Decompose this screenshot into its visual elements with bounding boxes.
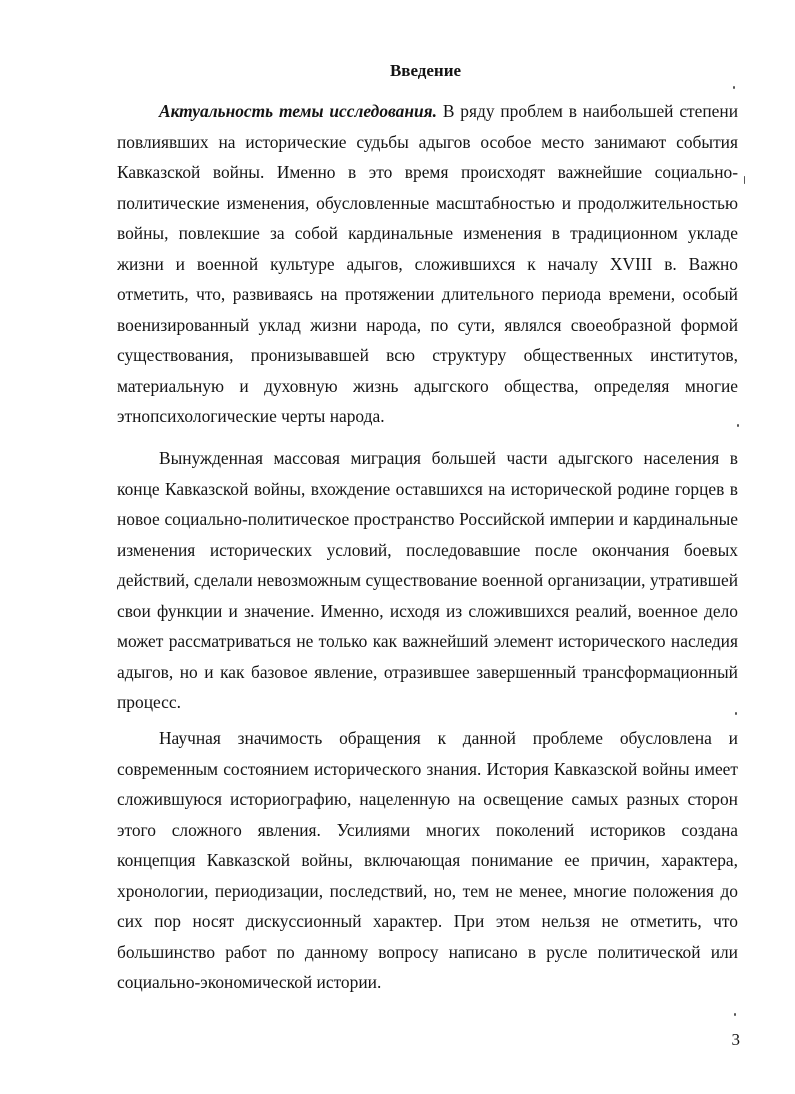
scan-speck: [737, 424, 739, 427]
paragraph-migration: Вынужденная массовая миграция большей части адыгского населения в конце Кавказской войны, вхождение оставшихся на исторической родине горцев в новое социально-политическое пространство Российской империи и кардинальные изменения исторических условий, последовавшие после окончания боевых действий, сделали невозможным существование военной организации, утратившей свои функции и значение. Именно, исходя из сложившихся реалий, военное дело может рассматриваться не только как важнейший элемент исторического наследия адыгов, но и как базовое явление, отразившее завершенный трансформационный процесс.: [117, 448, 738, 712]
scan-speck: [744, 176, 745, 184]
paragraph-relevance: [117, 96, 738, 432]
scan-speck: [735, 712, 737, 715]
section-heading: Введение: [389, 61, 462, 80]
page-number: 3: [731, 1030, 740, 1049]
paragraph-significance: Научная значимость обращения к данной проблеме обусловлена и современным состоянием исторического знания. История Кавказской войны имеет сложившуюся историографию, нацеленную на освещение самых разных сторон этого сложного явления. Усилиями многих поколений историков создана концепция Кавказской войны, включающая понимание ее причин, характера, хронологии, периодизации, последствий, но, тем не менее, многие положения до сих пор носят дискуссионный характер. При этом нельзя не отметить, что большинство работ по данному вопросу написано в русле политической или социально-экономической истории.: [117, 728, 738, 992]
scan-speck: [734, 1013, 736, 1016]
paragraph-body: В ряду проблем в наибольшей степени повлиявших на исторические судьбы адыгов особое место занимают события Кавказской войны. Именно в это время происходят важнейшие социально-политические изменения, обусловленные масштабностью и продолжительностью войны, повлекшие за собой кардинальные изменения в традиционном укладе жизни и военной культуре адыгов, сложившихся к началу XVIII в. Важно отметить, что, развиваясь на протяжении длительного периода времени, особый военизированный уклад жизни народа, по сути, являлся своеобразной формой существования, пронизывавшей всю структуру общественных институтов, материальную и духовную жизнь адыгского общества, определяя многие этнопсихологические черты народа.: [117, 101, 738, 426]
scan-speck: [733, 86, 735, 89]
paragraph-lead-phrase: Актуальность темы исследования.: [159, 101, 437, 121]
